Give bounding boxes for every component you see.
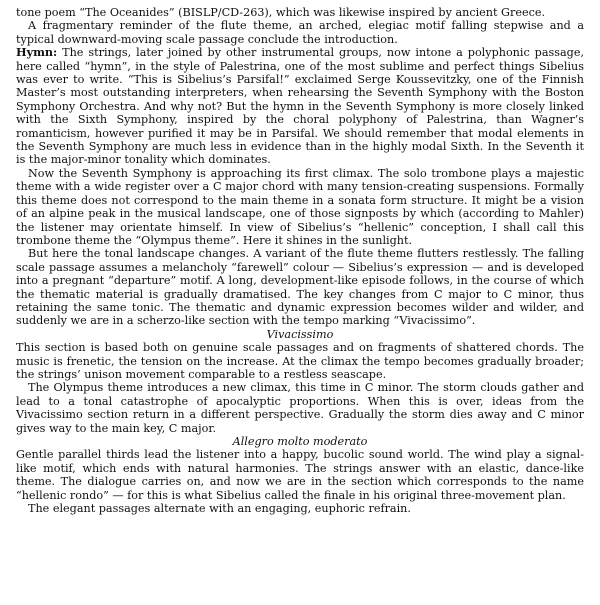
paragraph-new-climax: The Olympus theme introduces a new climax, this time in C minor. The storm clouds gather and lead to a tonal catastrophe of apocalyptic proportions. When this is over, ideas from the Vivacissimo section return in a different perspective. Gradually the storm dies away and C minor gives way to the main key, C major.	[16, 381, 584, 435]
paragraph-allegro: Gentle parallel thirds lead the listener into a happy, bucolic sound world. The wind play a signal-like motif, which ends with natural harmonies. The strings answer with an elastic, dance-like theme. The dialogue carries on, and now we are in the section which corresponds to the name “hellenic rondo” — for this is what Sibelius called the finale in his original three-movement plan.	[16, 448, 584, 502]
paragraph-refrain: The elegant passages alternate with an engaging, euphoric refrain.	[28, 502, 411, 516]
paragraph-olympus-theme: Now the Seventh Symphony is approaching its first climax. The solo trombone plays a majestic theme with a wide register over a C major chord with many tension-creating suspensions. Formally this theme does not correspond to the main theme in a sonata form structure. It might be a vision of an alpine peak in the musical landscape, one of those signposts by which (according to Mahler) the listener may orientate himself. In view of Sibelius’s “hellenic” conception, I shall call this trombone theme the “Olympus theme”. Here it shines in the sunlight.	[16, 166, 584, 247]
hymn-run-in-heading: Hymn:	[16, 45, 58, 60]
paragraph-intro-continuation: tone poem “The Oceanides” (BISLP/CD-263), which was likewise inspired by ancient Greece.	[16, 6, 546, 19]
section-heading-vivacissimo: Vivacissimo	[266, 327, 334, 341]
paragraph-vivacissimo: This section is based both on genuine scale passages and on fragments of shattered chords. The music is frenetic, the tension on the increase. At the climax the tempo becomes gradually broader; the strings’ unison movement comparable to a restless seascape.	[16, 341, 584, 381]
paragraph-tonal-change: But here the tonal landscape changes. A variant of the flute theme flutters restlessly. The falling scale passage assumes a melancholy “farewell” colour — Sibelius’s expression — and is developed into a pregnant “departure” motif. A long, development-like episode follows, in the course of which the thematic material is gradually dramatised. The key changes from C major to C minor, thus retaining the same tonic. The thematic and dynamic expression becomes wilder and wilder, and suddenly we are in a scherzo-like section with the tempo marking “Vivacissimo”.	[16, 247, 584, 328]
paragraph-hymn	[16, 46, 584, 167]
hymn-text: The strings, later joined by other instrumental groups, now intone a polyphonic passage, here called “hymn”, in the style of Palestrina, one of the most sublime and perfect things Sibelius was ever to write. “This is Sibelius’s Parsifal!” exclaimed Serge Koussevitzky, one of the Finnish Master’s most outstanding interpreters, when rehearsing the Seventh Symphony with the Boston Symphony Orchestra. And why not? But the hymn in the Seventh Symphony is more closely linked with the Sixth Symphony, inspired by the choral polyphony of Palestrina, than Wagner’s romanticism, however purified it may be in Parsifal. We should remember that modal elements in the Seventh Symphony are much less in evidence than in the highly modal Sixth. In the Seventh it is the major-minor tonality which dominates.	[16, 46, 584, 167]
section-heading-allegro: Allegro molto moderato	[232, 435, 368, 448]
paragraph-introduction-conclusion: A fragmentary reminder of the flute theme, an arched, elegiac motif falling stepwise and a typical downward-moving scale passage conclude the introduction.	[16, 19, 584, 46]
